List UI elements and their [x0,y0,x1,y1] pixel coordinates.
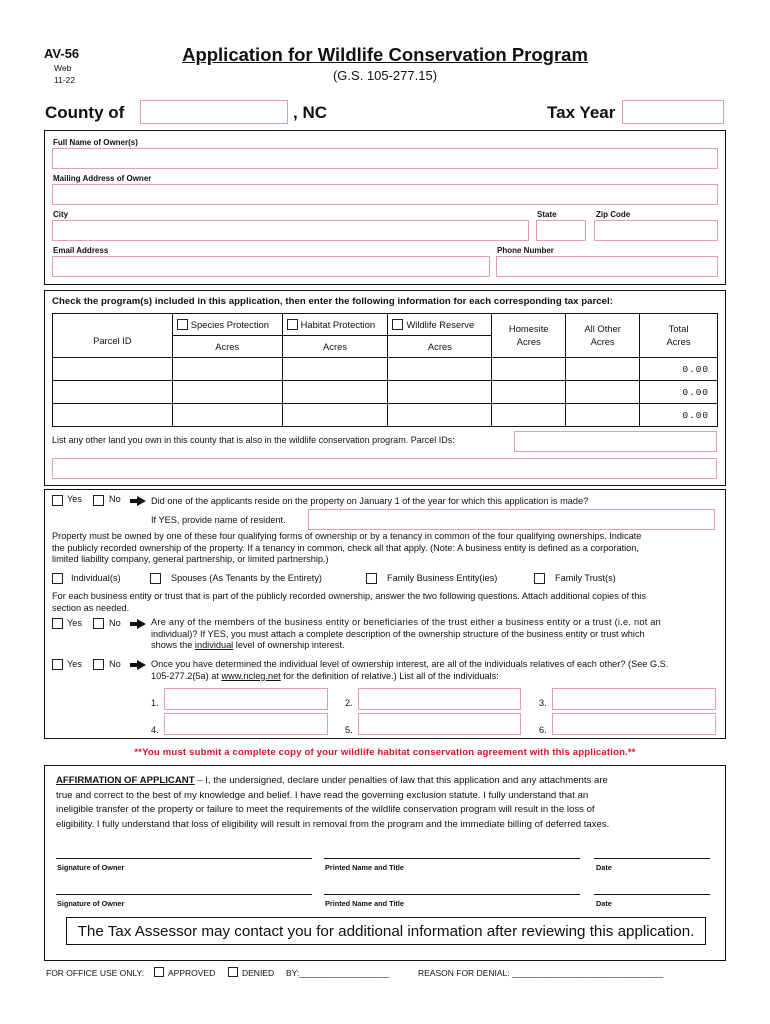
table-row [53,404,718,427]
wildlife-reserve-label: Wildlife Reserve [406,319,475,330]
total-acres-cell: 0.00 [640,404,718,427]
habitat-acres-cell[interactable] [282,358,388,381]
individual-6-label: 6. [539,725,547,735]
printed-name-label-1: Printed Name and Title [325,863,404,872]
arrow-icon [137,660,146,670]
species-protection-checkbox[interactable] [177,319,188,330]
individual-label: Individual(s) [71,573,121,583]
parcel-table [52,313,718,427]
zip-label: Zip Code [596,210,631,219]
email-label: Email Address [53,246,109,255]
wildlife-acres-cell[interactable] [388,381,492,404]
individual-5-label: 5. [345,725,353,735]
date-line-2[interactable] [594,894,710,895]
reside-yes-checkbox[interactable] [52,495,63,506]
qualify-text: Property must be owned by one of these four qualifying forms of ownership or by a tenancy in common of the four qualifying ownerships. Indicate the publicly recorded ownership of the property. If a tenancy in common, check all that apply. (Note: A business entity is defined as a corporation, limited liability company, general partnership, or limited partnership.) [52,531,642,564]
arrow-icon [137,619,146,629]
mailing-address-label: Mailing Address of Owner [53,174,152,183]
wildlife-acres-cell[interactable] [388,404,492,427]
relatives-question: Once you have determined the individual level of ownership interest, are all of the individuals relatives of each other? (See G.S. 105-277.2(5a) at www.ncleg.net for the definition of relative.) List all of the individuals: [151,659,669,681]
species-acres-cell[interactable] [172,358,282,381]
county-field[interactable] [140,100,288,124]
date-line-1[interactable] [594,858,710,859]
wildlife-header [388,314,492,336]
signature-owner-label-1: Signature of Owner [57,863,125,872]
reside-question: Did one of the applicants reside on the property on January 1 of the year for which this application is made? [151,496,589,506]
individual-4-label: 4. [151,725,159,735]
printed-name-line-1[interactable] [324,858,580,859]
program-instruction: Check the program(s) included in this application, then enter the following information for each corresponding tax parcel: [52,296,613,307]
table-row [53,381,718,404]
reside-no-checkbox[interactable] [93,495,104,506]
affirmation-heading: AFFIRMATION OF APPLICANT [56,775,195,786]
approved-checkbox[interactable] [154,967,164,977]
statute-reference: (G.S. 105-277.15) [332,68,438,83]
individual-checkbox[interactable] [52,573,63,584]
arrow-icon [137,496,146,506]
parcel-id-cell[interactable] [53,381,173,404]
members-yes-checkbox[interactable] [52,618,63,629]
members-no-checkbox[interactable] [93,618,104,629]
other-acres-cell[interactable] [566,358,640,381]
habitat-acres-cell[interactable] [282,381,388,404]
office-use-label: FOR OFFICE USE ONLY: [46,968,145,978]
species-protection-label: Species Protection [190,319,269,330]
habitat-acres-header: Acres [282,336,388,358]
date-label-2: Date [596,899,612,908]
individual-5-field[interactable] [358,713,521,735]
homesite-acres-cell[interactable] [492,381,566,404]
family-business-checkbox[interactable] [366,573,377,584]
signature-line-2[interactable] [56,894,312,895]
members-no-label: No [109,618,121,628]
individual-6-field[interactable] [552,713,716,735]
homesite-header: Homesite Acres [492,314,566,358]
homesite-acres-cell[interactable] [492,358,566,381]
parcel-id-cell[interactable] [53,404,173,427]
habitat-protection-label: Habitat Protection [300,319,376,330]
species-acres-cell[interactable] [172,404,282,427]
relatives-yes-label: Yes [67,659,82,669]
full-name-label: Full Name of Owner(s) [53,138,138,147]
habitat-header [282,314,388,336]
phone-label: Phone Number [497,246,554,255]
wildlife-acres-cell[interactable] [388,358,492,381]
family-trust-checkbox[interactable] [534,573,545,584]
reside-yes-label: Yes [67,494,82,504]
city-label: City [53,210,69,219]
species-acres-header: Acres [172,336,282,358]
denial-reason-label: REASON FOR DENIAL: ________________________________ [418,968,664,978]
business-text: For each business entity or trust that is part of the publicly recorded ownership, answer the two following questions. Attach additional copies of this section as needed. [52,591,646,613]
total-header: Total Acres [640,314,718,358]
form-id: AV-56 [44,46,80,61]
resident-name-label: If YES, provide name of resident. [151,515,286,525]
individual-2-field[interactable] [358,688,521,710]
signature-line-1[interactable] [56,858,312,859]
homesite-acres-cell[interactable] [492,404,566,427]
all-other-header: All Other Acres [566,314,640,358]
state-suffix: , NC [293,103,327,122]
other-parcel-ids-field[interactable] [514,431,717,452]
printed-name-label-2: Printed Name and Title [325,899,404,908]
city-field[interactable] [52,220,529,241]
parcel-id-cell[interactable] [53,358,173,381]
habitat-protection-checkbox[interactable] [287,319,298,330]
tax-year-label: Tax Year [547,103,616,122]
other-land-text: List any other land you own in this county that is also in the wildlife conservation program. Parcel IDs: [52,435,455,445]
denied-label: DENIED [242,968,275,978]
assessor-note: The Tax Assessor may contact you for additional information after reviewing this application. [66,917,706,945]
species-acres-cell[interactable] [172,381,282,404]
affirmation-text: AFFIRMATION OF APPLICANT – I, the undersigned, declare under penalties of law that this application and any attachments are true and correct to the best of my knowledge and belief. I have read the governing exclusion statute. I fully understand that an ineligible transfer of the property or failure to meet the requirements of the wildlife conservation program will result in the loss of eligibility. I fully understand that loss of eligibility will result in removal from the program and the immediate billing of deferred taxes. [56,775,610,830]
agreement-notice: **You must submit a complete copy of your wildlife habitat conservation agreement with this application.** [134,747,636,758]
printed-name-line-2[interactable] [324,894,580,895]
denied-checkbox[interactable] [228,967,238,977]
date-label-1: Date [596,863,612,872]
relatives-yes-checkbox[interactable] [52,659,63,670]
total-acres-cell: 0.00 [640,358,718,381]
individual-1-field[interactable] [164,688,328,710]
individual-3-label: 3. [539,698,547,708]
relatives-no-checkbox[interactable] [93,659,104,670]
species-header [172,314,282,336]
resident-name-field[interactable] [308,509,715,530]
full-name-field[interactable] [52,148,718,169]
parcel-id-header: Parcel ID [53,314,173,358]
spouses-checkbox[interactable] [150,573,161,584]
email-field[interactable] [52,256,490,277]
spouses-label: Spouses (As Tenants by the Entirety) [171,573,322,583]
reside-no-label: No [109,494,121,504]
members-yes-label: Yes [67,618,82,628]
county-label: County of [45,103,125,122]
ncleg-link[interactable]: www.ncleg.net [221,670,281,681]
signature-owner-label-2: Signature of Owner [57,899,125,908]
edition-web: Web [54,63,72,73]
relatives-no-label: No [109,659,121,669]
total-acres-cell: 0.00 [640,381,718,404]
page-title: Application for Wildlife Conservation Program [182,44,588,65]
members-question: Are any of the members of the business entity or beneficiaries of the trust either a business entity or a trust (i.e. not an individual)? If YES, you must attach a complete description of the ownership structure of the business entity or trust which shows the individual level of ownership interest. [151,617,662,650]
state-field[interactable] [536,220,586,241]
mailing-address-field[interactable] [52,184,718,205]
wildlife-reserve-checkbox[interactable] [392,319,403,330]
phone-field[interactable] [496,256,718,277]
individual-2-label: 2. [345,698,353,708]
individual-3-field[interactable] [552,688,716,710]
state-label: State [537,210,557,219]
individual-4-field[interactable] [164,713,328,735]
table-row [53,358,718,381]
approved-label: APPROVED [168,968,216,978]
family-trust-label: Family Trust(s) [555,573,616,583]
family-business-label: Family Business Entity(ies) [387,573,498,583]
zip-field[interactable] [594,220,718,241]
wildlife-acres-header: Acres [388,336,492,358]
other-acres-cell[interactable] [566,381,640,404]
habitat-acres-cell[interactable] [282,404,388,427]
approved-by-label: BY:___________________ [286,968,390,978]
individual-1-label: 1. [151,698,159,708]
other-parcel-ids-field-2[interactable] [52,458,717,479]
tax-year-field[interactable] [622,100,724,124]
edition-date: 11-22 [54,75,76,85]
other-acres-cell[interactable] [566,404,640,427]
